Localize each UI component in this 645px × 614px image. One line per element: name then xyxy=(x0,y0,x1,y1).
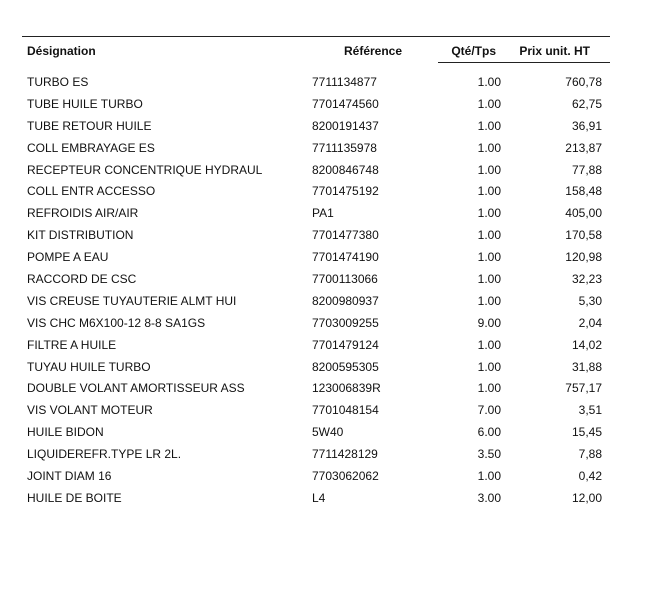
cell-reference: 7700113066 xyxy=(312,272,378,287)
table-row xyxy=(0,182,645,204)
cell-designation: VIS CHC M6X100-12 8-8 SA1GS xyxy=(27,315,206,330)
column-header-quantity: Qté/Tps xyxy=(451,44,496,58)
cell-unit-price: 62,75 xyxy=(571,96,602,111)
cell-reference: 7701477380 xyxy=(312,228,379,243)
cell-unit-price: 14,02 xyxy=(571,337,602,352)
cell-reference: 8200595305 xyxy=(312,359,379,374)
cell-reference: 5W40 xyxy=(312,425,344,440)
table-row xyxy=(0,336,645,358)
table-row xyxy=(0,95,645,117)
header-bottom-rule xyxy=(438,62,610,63)
cell-reference: 7701474190 xyxy=(312,250,379,265)
cell-quantity: 1.00 xyxy=(477,337,501,352)
cell-designation: VIS VOLANT MOTEUR xyxy=(27,403,153,418)
header-top-rule xyxy=(22,36,610,37)
cell-designation: RACCORD DE CSC xyxy=(27,272,137,287)
table-row xyxy=(0,445,645,467)
table-row xyxy=(0,248,645,270)
table-row xyxy=(0,73,645,95)
cell-quantity: 1.00 xyxy=(477,381,501,396)
cell-unit-price: 32,23 xyxy=(571,272,602,287)
cell-designation: TURBO ES xyxy=(27,75,89,89)
cell-unit-price: 7,88 xyxy=(578,447,602,462)
table-row xyxy=(0,358,645,380)
table-row xyxy=(0,467,645,489)
cell-quantity: 1.00 xyxy=(477,206,501,221)
cell-reference: 7701475192 xyxy=(312,184,379,199)
table-row xyxy=(0,226,645,248)
cell-quantity: 1.00 xyxy=(477,250,501,265)
table-row xyxy=(0,379,645,401)
cell-designation: REFROIDIS AIR/AIR xyxy=(27,206,139,221)
cell-reference: 7701479124 xyxy=(312,337,379,352)
cell-unit-price: 31,88 xyxy=(571,359,602,374)
cell-designation: KIT DISTRIBUTION xyxy=(27,228,134,243)
cell-reference: L4 xyxy=(312,490,326,505)
cell-unit-price: 757,17 xyxy=(565,381,602,396)
column-header-reference: Référence xyxy=(344,44,403,58)
cell-unit-price: 760,78 xyxy=(565,75,602,89)
table-row xyxy=(0,270,645,292)
cell-reference: 8200846748 xyxy=(312,162,379,177)
table-row xyxy=(0,423,645,445)
cell-unit-price: 158,48 xyxy=(565,184,602,199)
cell-reference: PA1 xyxy=(312,206,334,221)
cell-reference: 123006839R xyxy=(312,381,381,396)
cell-quantity: 1.00 xyxy=(477,96,501,111)
cell-unit-price: 120,98 xyxy=(565,250,602,265)
cell-unit-price: 5,30 xyxy=(578,293,602,308)
cell-unit-price: 12,00 xyxy=(571,490,602,505)
table-row xyxy=(0,204,645,226)
cell-designation: FILTRE A HUILE xyxy=(27,337,117,352)
column-header-designation: Désignation xyxy=(27,44,96,58)
table-body xyxy=(0,73,645,511)
cell-quantity: 1.00 xyxy=(477,75,501,89)
cell-quantity: 1.00 xyxy=(477,293,501,308)
cell-designation: COLL EMBRAYAGE ES xyxy=(27,140,155,155)
cell-designation: TUYAU HUILE TURBO xyxy=(27,359,151,374)
table-row xyxy=(0,161,645,183)
cell-quantity: 3.00 xyxy=(477,490,501,505)
cell-reference: 7703009255 xyxy=(312,315,379,330)
cell-quantity: 1.00 xyxy=(477,118,501,133)
cell-reference: 8200191437 xyxy=(312,118,379,133)
cell-designation: HUILE DE BOITE xyxy=(27,490,122,505)
cell-reference: 8200980937 xyxy=(312,293,379,308)
table-row xyxy=(0,401,645,423)
cell-unit-price: 77,88 xyxy=(571,162,602,177)
cell-quantity: 3.50 xyxy=(477,447,501,462)
cell-reference: 7711428129 xyxy=(312,447,378,462)
cell-quantity: 1.00 xyxy=(477,359,501,374)
cell-reference: 7701474560 xyxy=(312,96,379,111)
table-row xyxy=(0,489,645,511)
column-header-unit-price: Prix unit. HT xyxy=(519,44,590,58)
cell-quantity: 6.00 xyxy=(477,425,501,440)
cell-reference: 7703062062 xyxy=(312,469,379,484)
cell-designation: COLL ENTR ACCESSO xyxy=(27,184,156,199)
cell-designation: RECEPTEUR CONCENTRIQUE HYDRAUL xyxy=(27,162,263,177)
table-row xyxy=(0,117,645,139)
cell-quantity: 1.00 xyxy=(477,272,501,287)
cell-quantity: 1.00 xyxy=(477,140,501,155)
cell-unit-price: 15,45 xyxy=(571,425,602,440)
cell-designation: TUBE RETOUR HUILE xyxy=(27,118,152,133)
cell-unit-price: 405,00 xyxy=(565,206,602,221)
cell-designation: HUILE BIDON xyxy=(27,425,104,440)
cell-designation: TUBE HUILE TURBO xyxy=(27,96,143,111)
cell-reference: 7711135978 xyxy=(312,140,377,155)
cell-designation: DOUBLE VOLANT AMORTISSEUR ASS xyxy=(27,381,245,396)
cell-designation: JOINT DIAM 16 xyxy=(27,469,112,484)
cell-quantity: 1.00 xyxy=(477,469,501,484)
cell-designation: LIQUIDEREFR.TYPE LR 2L. xyxy=(27,447,182,462)
cell-unit-price: 170,58 xyxy=(565,228,602,243)
table-row xyxy=(0,139,645,161)
cell-unit-price: 36,91 xyxy=(571,118,602,133)
cell-quantity: 9.00 xyxy=(477,315,501,330)
cell-unit-price: 3,51 xyxy=(578,403,602,418)
cell-unit-price: 2,04 xyxy=(578,315,602,330)
table-row xyxy=(0,314,645,336)
cell-quantity: 1.00 xyxy=(477,162,501,177)
cell-unit-price: 213,87 xyxy=(565,140,602,155)
cell-quantity: 1.00 xyxy=(477,184,501,199)
cell-quantity: 7.00 xyxy=(477,403,501,418)
table-row xyxy=(0,292,645,314)
cell-reference: 7711134877 xyxy=(312,75,377,89)
cell-unit-price: 0,42 xyxy=(578,469,602,484)
cell-designation: VIS CREUSE TUYAUTERIE ALMT HUI xyxy=(27,293,237,308)
cell-designation: POMPE A EAU xyxy=(27,250,109,265)
cell-reference: 7701048154 xyxy=(312,403,379,418)
cell-quantity: 1.00 xyxy=(477,228,501,243)
